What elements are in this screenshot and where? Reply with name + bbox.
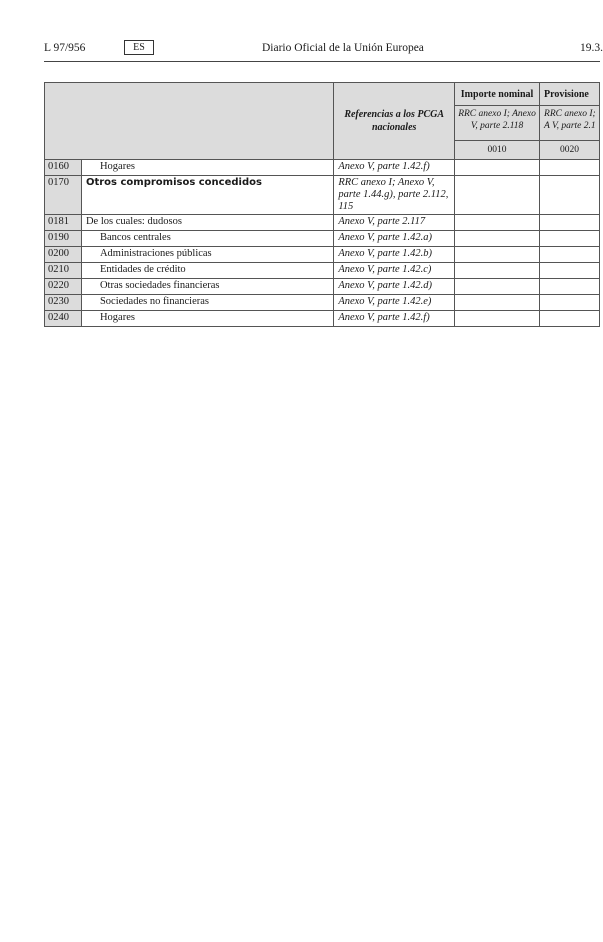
row-value-nominal: [455, 311, 540, 327]
row-reference: RRC anexo I; Anexo V, parte 1.44.g), parte 2.112, 115: [334, 176, 455, 215]
publication-date: 19.3.: [580, 42, 603, 54]
row-label: Otros compromisos concedidos: [81, 176, 333, 215]
row-value-nominal: [455, 263, 540, 279]
row-value-provisions: [540, 231, 600, 247]
row-value-nominal: [455, 160, 540, 176]
ref-column-header: Referencias a los PCGA nacionales: [334, 83, 455, 160]
col1-subheader: RRC anexo I; Anexo V, parte 2.118: [455, 106, 540, 141]
row-value-provisions: [540, 247, 600, 263]
row-value-nominal: [455, 247, 540, 263]
row-code: 0230: [45, 295, 82, 311]
row-value-nominal: [455, 295, 540, 311]
table-row: [45, 215, 600, 231]
row-reference: Anexo V, parte 1.42.b): [334, 247, 455, 263]
row-code: 0240: [45, 311, 82, 327]
row-value-nominal: [455, 231, 540, 247]
row-value-nominal: [455, 176, 540, 215]
table-row: [45, 279, 600, 295]
header-rule: [44, 61, 600, 62]
col2-code: 0020: [540, 141, 600, 160]
journal-title: Diario Oficial de la Unión Europea: [262, 42, 424, 54]
row-code: 0170: [45, 176, 82, 215]
col2-subheader: RRC anexo I; A V, parte 2.1: [540, 106, 600, 141]
table-row: [45, 263, 600, 279]
row-reference: Anexo V, parte 1.42.c): [334, 263, 455, 279]
data-table: [44, 82, 600, 327]
row-code: 0200: [45, 247, 82, 263]
row-value-provisions: [540, 215, 600, 231]
row-value-provisions: [540, 279, 600, 295]
table-row: [45, 231, 600, 247]
row-label: Hogares: [81, 160, 333, 176]
row-value-provisions: [540, 263, 600, 279]
row-label: Hogares: [81, 311, 333, 327]
row-label: Entidades de crédito: [81, 263, 333, 279]
row-value-provisions: [540, 176, 600, 215]
row-reference: Anexo V, parte 1.42.f): [334, 160, 455, 176]
row-label: Sociedades no financieras: [81, 295, 333, 311]
table-row: [45, 295, 600, 311]
row-value-nominal: [455, 279, 540, 295]
col1-title: Importe nominal: [455, 83, 540, 106]
row-code: 0190: [45, 231, 82, 247]
table-row: [45, 311, 600, 327]
row-code: 0160: [45, 160, 82, 176]
table-row: [45, 176, 600, 215]
header-blank-cell: [45, 83, 334, 160]
row-code: 0220: [45, 279, 82, 295]
row-code: 0181: [45, 215, 82, 231]
row-value-provisions: [540, 160, 600, 176]
col1-code: 0010: [455, 141, 540, 160]
row-reference: Anexo V, parte 1.42.e): [334, 295, 455, 311]
col2-title: Provisione: [540, 83, 600, 106]
row-label: De los cuales: dudosos: [81, 215, 333, 231]
language-badge: ES: [124, 40, 154, 55]
row-code: 0210: [45, 263, 82, 279]
table-row: [45, 247, 600, 263]
row-value-provisions: [540, 295, 600, 311]
page-reference: L 97/956: [44, 42, 86, 54]
row-reference: Anexo V, parte 1.42.f): [334, 311, 455, 327]
row-value-provisions: [540, 311, 600, 327]
page-header: [0, 40, 603, 60]
row-reference: Anexo V, parte 2.117: [334, 215, 455, 231]
row-reference: Anexo V, parte 1.42.d): [334, 279, 455, 295]
row-label: Otras sociedades financieras: [81, 279, 333, 295]
row-value-nominal: [455, 215, 540, 231]
row-label: Administraciones públicas: [81, 247, 333, 263]
table-row: [45, 160, 600, 176]
row-label: Bancos centrales: [81, 231, 333, 247]
row-reference: Anexo V, parte 1.42.a): [334, 231, 455, 247]
